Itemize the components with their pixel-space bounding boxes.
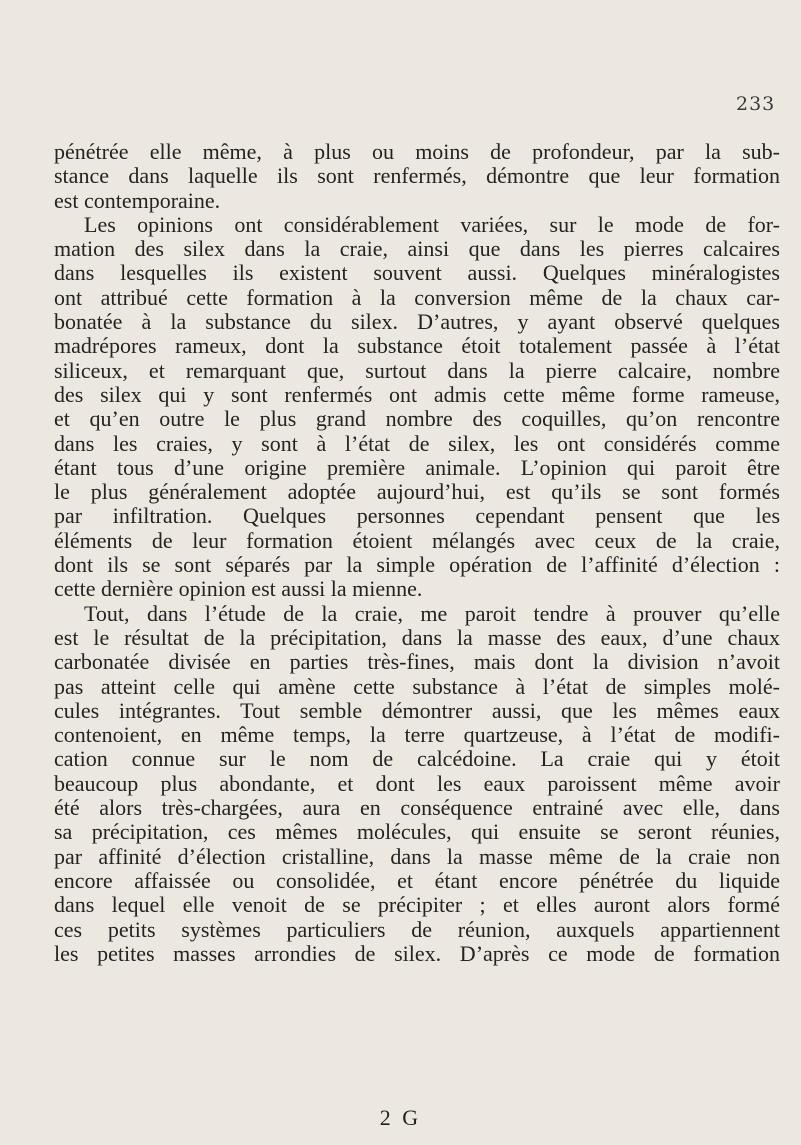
text-line: dans lequel elle venoit de se précipiter ; et elles auront alors formé xyxy=(54,892,780,918)
text-line: par infiltration. Quelques personnes cependant pensent que les xyxy=(54,503,780,529)
text-line: et qu’en outre le plus grand nombre des coquilles, qu’on rencontre xyxy=(54,406,780,432)
text-line: carbonatée divisée en parties très-fines, mais dont la division n’avoit xyxy=(54,649,780,675)
text-line: sa précipitation, ces mêmes molécules, qui ensuite se seront réunies, xyxy=(54,819,780,845)
text-line: le plus généralement adoptée aujourd’hui, est qu’ils se sont formés xyxy=(54,479,780,505)
text-line: par affinité d’élection cristalline, dans la masse même de la craie non xyxy=(54,843,780,869)
text-line: éléments de leur formation étoient mélangés avec ceux de la craie, xyxy=(54,527,780,553)
text-line: bonatée à la substance du silex. D’autres, y ayant observé quelques xyxy=(54,309,780,335)
text-line: Tout, dans l’étude de la craie, me paroit tendre à prouver qu’elle xyxy=(84,600,780,626)
text-line: ces petits systèmes particuliers de réunion, auxquels appartiennent xyxy=(54,916,780,942)
text-line: mation des silex dans la craie, ainsi que dans les pierres calcaires xyxy=(54,236,780,262)
text-line: cette dernière opinion est aussi la mienne. xyxy=(54,576,423,602)
signature-mark: 2 G xyxy=(379,1105,422,1130)
text-line: pas atteint celle qui amène cette substance à l’état de simples molé- xyxy=(54,673,780,699)
text-line: dans lesquelles ils existent souvent aussi. Quelques minéralogistes xyxy=(54,260,780,286)
text-line: étant tous d’une origine première animale. L’opinion qui paroit être xyxy=(54,454,780,480)
page-number: 233 xyxy=(736,93,776,115)
text-line: encore affaissée ou consolidée, et étant encore pénétrée du liquide xyxy=(54,867,780,893)
text-line: siliceux, et remarquant que, surtout dans la pierre calcaire, nombre xyxy=(54,357,780,383)
text-line: dont ils se sont séparés par la simple opération de l’affinité d’élection : xyxy=(54,552,780,578)
text-line: Les opinions ont considérablement variées, sur le mode de for- xyxy=(84,211,780,237)
text-line: les petites masses arrondies de silex. D’après ce mode de formation xyxy=(54,940,780,966)
text-line: beaucoup plus abondante, et dont les eaux paroissent même avoir xyxy=(54,770,780,796)
text-line: cation connue sur le nom de calcédoine. La craie qui y étoit xyxy=(54,746,780,772)
text-line: stance dans laquelle ils sont renfermés, démontre que leur formation xyxy=(54,163,780,189)
body-text xyxy=(54,140,780,966)
text-line: des silex qui y sont renfermés ont admis cette même forme rameuse, xyxy=(54,381,780,407)
text-line: est le résultat de la précipitation, dans la masse des eaux, d’une chaux xyxy=(54,624,780,650)
text-line: pénétrée elle même, à plus ou moins de profondeur, par la sub- xyxy=(54,139,780,164)
text-line: contenoient, en même temps, la terre quartzeuse, à l’état de modifi- xyxy=(54,722,780,748)
text-line: est contemporaine. xyxy=(54,187,221,213)
text-line: cules intégrantes. Tout semble démontrer aussi, que les mêmes eaux xyxy=(54,697,780,723)
text-line: ont attribué cette formation à la conversion même de la chaux car- xyxy=(54,284,780,310)
text-line: été alors très-chargées, aura en conséquence entrainé avec elle, dans xyxy=(54,795,780,821)
text-line: dans les craies, y sont à l’état de silex, les ont considérés comme xyxy=(54,430,780,456)
text-line: madrépores rameux, dont la substance étoit totalement passée à l’état xyxy=(54,333,780,359)
